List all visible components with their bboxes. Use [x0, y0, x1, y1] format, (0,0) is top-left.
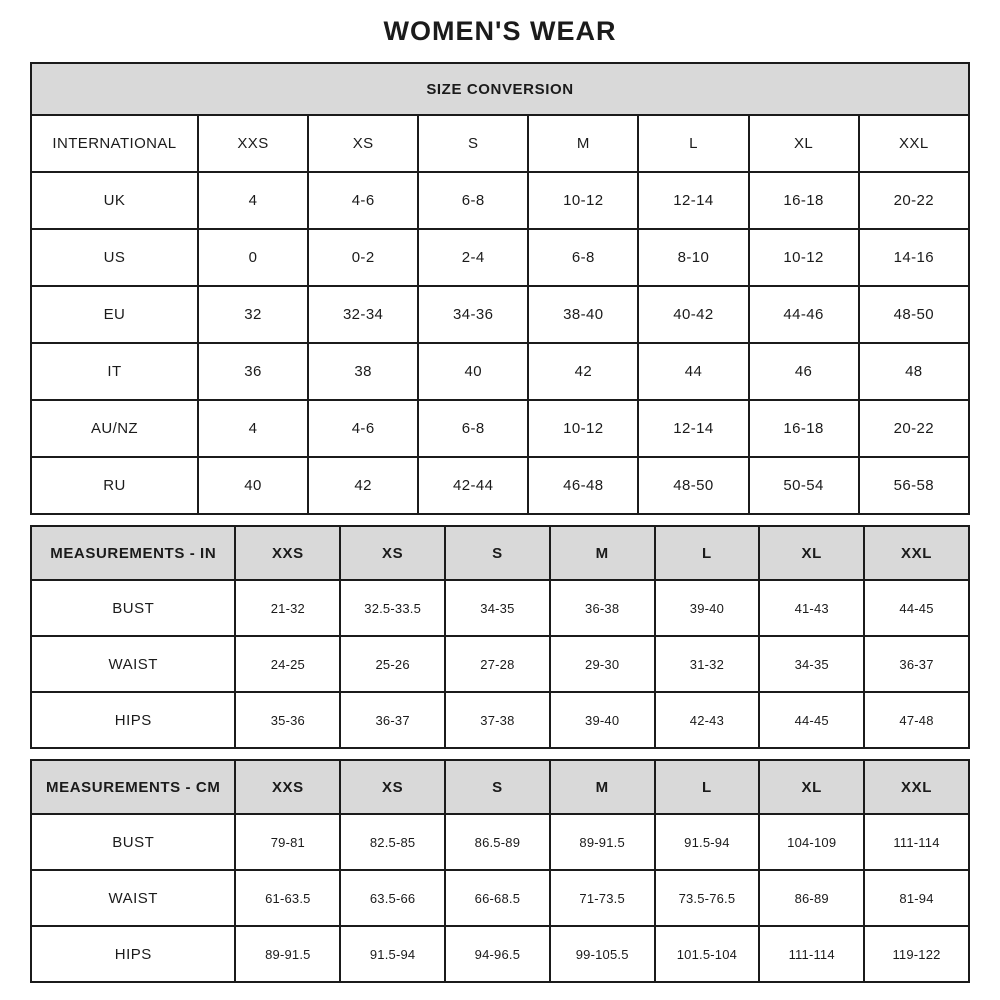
column-header-xl: XL: [749, 115, 859, 172]
measure-cell: 63.5-66: [340, 870, 445, 926]
column-header-s: S: [445, 526, 550, 580]
column-header-l: L: [638, 115, 748, 172]
measure-cell: 32.5-33.5: [340, 580, 445, 636]
measure-cell: 91.5-94: [340, 926, 445, 982]
row-label: BUST: [31, 580, 235, 636]
size-cell: 12-14: [638, 400, 748, 457]
column-header-xxs: XXS: [198, 115, 308, 172]
measure-cell: 101.5-104: [655, 926, 760, 982]
table-row-hips-cm: [31, 926, 969, 982]
row-label: EU: [31, 286, 198, 343]
size-cell: 36: [198, 343, 308, 400]
size-cell: 40: [198, 457, 308, 514]
size-cell: 6-8: [528, 229, 638, 286]
table-row-eu: [31, 286, 969, 343]
measure-cell: 119-122: [864, 926, 969, 982]
measure-cell: 36-37: [864, 636, 969, 692]
measure-cell: 24-25: [235, 636, 340, 692]
measure-cell: 42-43: [655, 692, 760, 748]
measure-cell: 86.5-89: [445, 814, 550, 870]
measure-cell: 31-32: [655, 636, 760, 692]
measure-cell: 73.5-76.5: [655, 870, 760, 926]
size-conversion-title: SIZE CONVERSION: [31, 63, 969, 115]
measure-cell: 94-96.5: [445, 926, 550, 982]
size-cell: 46-48: [528, 457, 638, 514]
measure-cell: 91.5-94: [655, 814, 760, 870]
column-header-xl: XL: [759, 760, 864, 814]
table-row-aunz: [31, 400, 969, 457]
measure-cell: 61-63.5: [235, 870, 340, 926]
size-conversion-table: [30, 62, 970, 515]
measure-cell: 34-35: [759, 636, 864, 692]
measure-cell: 27-28: [445, 636, 550, 692]
size-cell: 46: [749, 343, 859, 400]
size-cell: 42-44: [418, 457, 528, 514]
size-cell: 40: [418, 343, 528, 400]
size-cell: 4: [198, 172, 308, 229]
size-cell: 4: [198, 400, 308, 457]
size-cell: 38: [308, 343, 418, 400]
column-header-xs: XS: [340, 760, 445, 814]
size-cell: 48-50: [859, 286, 969, 343]
size-cell: 4-6: [308, 400, 418, 457]
row-label: HIPS: [31, 926, 235, 982]
size-cell: 6-8: [418, 400, 528, 457]
row-label: IT: [31, 343, 198, 400]
measurements-cm-title: MEASUREMENTS - CM: [31, 760, 235, 814]
row-label: RU: [31, 457, 198, 514]
size-cell: 48-50: [638, 457, 748, 514]
table-row-waist-cm: [31, 870, 969, 926]
measure-cell: 81-94: [864, 870, 969, 926]
size-cell: 16-18: [749, 172, 859, 229]
measure-cell: 41-43: [759, 580, 864, 636]
measure-cell: 111-114: [759, 926, 864, 982]
size-cell: 0-2: [308, 229, 418, 286]
column-header-row: [31, 526, 969, 580]
measure-cell: 34-35: [445, 580, 550, 636]
measure-cell: 79-81: [235, 814, 340, 870]
page-title: WOMEN'S WEAR: [383, 16, 617, 46]
column-header-l: L: [655, 526, 760, 580]
measure-cell: 25-26: [340, 636, 445, 692]
measure-cell: 39-40: [550, 692, 655, 748]
size-cell: 6-8: [418, 172, 528, 229]
table-row-it: [31, 343, 969, 400]
measure-cell: 29-30: [550, 636, 655, 692]
column-header-row: [31, 760, 969, 814]
size-cell: 44-46: [749, 286, 859, 343]
size-cell: 42: [308, 457, 418, 514]
row-label: US: [31, 229, 198, 286]
table-row-ru: [31, 457, 969, 514]
column-header-xxl: XXL: [859, 115, 969, 172]
measurements-in-title: MEASUREMENTS - IN: [31, 526, 235, 580]
measure-cell: 82.5-85: [340, 814, 445, 870]
column-header-m: M: [528, 115, 638, 172]
table-row-us: [31, 229, 969, 286]
column-header-l: L: [655, 760, 760, 814]
table-row-waist-in: [31, 636, 969, 692]
measure-cell: 21-32: [235, 580, 340, 636]
column-header-xs: XS: [340, 526, 445, 580]
column-header-xl: XL: [759, 526, 864, 580]
column-header-xxl: XXL: [864, 760, 969, 814]
measure-cell: 111-114: [864, 814, 969, 870]
row-label: HIPS: [31, 692, 235, 748]
measure-cell: 66-68.5: [445, 870, 550, 926]
measure-cell: 35-36: [235, 692, 340, 748]
column-header-xxs: XXS: [235, 760, 340, 814]
size-cell: 10-12: [749, 229, 859, 286]
measure-cell: 89-91.5: [550, 814, 655, 870]
column-header-xxl: XXL: [864, 526, 969, 580]
table-banner-row: [31, 63, 969, 115]
size-cell: 50-54: [749, 457, 859, 514]
size-cell: 20-22: [859, 172, 969, 229]
table-row-bust-in: [31, 580, 969, 636]
measure-cell: 71-73.5: [550, 870, 655, 926]
row-label: WAIST: [31, 870, 235, 926]
size-cell: 10-12: [528, 172, 638, 229]
measure-cell: 36-37: [340, 692, 445, 748]
measure-cell: 36-38: [550, 580, 655, 636]
size-cell: 56-58: [859, 457, 969, 514]
size-cell: 10-12: [528, 400, 638, 457]
column-header-row: [31, 115, 969, 172]
measure-cell: 39-40: [655, 580, 760, 636]
column-header-m: M: [550, 526, 655, 580]
table-row-uk: [31, 172, 969, 229]
size-cell: 12-14: [638, 172, 748, 229]
column-header-xxs: XXS: [235, 526, 340, 580]
size-cell: 40-42: [638, 286, 748, 343]
size-cell: 0: [198, 229, 308, 286]
size-cell: 38-40: [528, 286, 638, 343]
row-label: AU/NZ: [31, 400, 198, 457]
size-cell: 32-34: [308, 286, 418, 343]
size-cell: 34-36: [418, 286, 528, 343]
size-cell: 20-22: [859, 400, 969, 457]
table-row-bust-cm: [31, 814, 969, 870]
column-header-international: INTERNATIONAL: [31, 115, 198, 172]
measure-cell: 89-91.5: [235, 926, 340, 982]
column-header-m: M: [550, 760, 655, 814]
size-cell: 42: [528, 343, 638, 400]
row-label: UK: [31, 172, 198, 229]
row-label: WAIST: [31, 636, 235, 692]
measure-cell: 99-105.5: [550, 926, 655, 982]
size-cell: 4-6: [308, 172, 418, 229]
table-row-hips-in: [31, 692, 969, 748]
measurements-cm-table: [30, 759, 970, 983]
row-label: BUST: [31, 814, 235, 870]
size-cell: 8-10: [638, 229, 748, 286]
measure-cell: 44-45: [759, 692, 864, 748]
size-cell: 14-16: [859, 229, 969, 286]
size-cell: 16-18: [749, 400, 859, 457]
measure-cell: 104-109: [759, 814, 864, 870]
size-cell: 44: [638, 343, 748, 400]
measure-cell: 86-89: [759, 870, 864, 926]
size-cell: 2-4: [418, 229, 528, 286]
size-cell: 32: [198, 286, 308, 343]
size-cell: 48: [859, 343, 969, 400]
measure-cell: 47-48: [864, 692, 969, 748]
measure-cell: 37-38: [445, 692, 550, 748]
measure-cell: 44-45: [864, 580, 969, 636]
measurements-in-table: [30, 525, 970, 749]
column-header-s: S: [418, 115, 528, 172]
column-header-xs: XS: [308, 115, 418, 172]
column-header-s: S: [445, 760, 550, 814]
